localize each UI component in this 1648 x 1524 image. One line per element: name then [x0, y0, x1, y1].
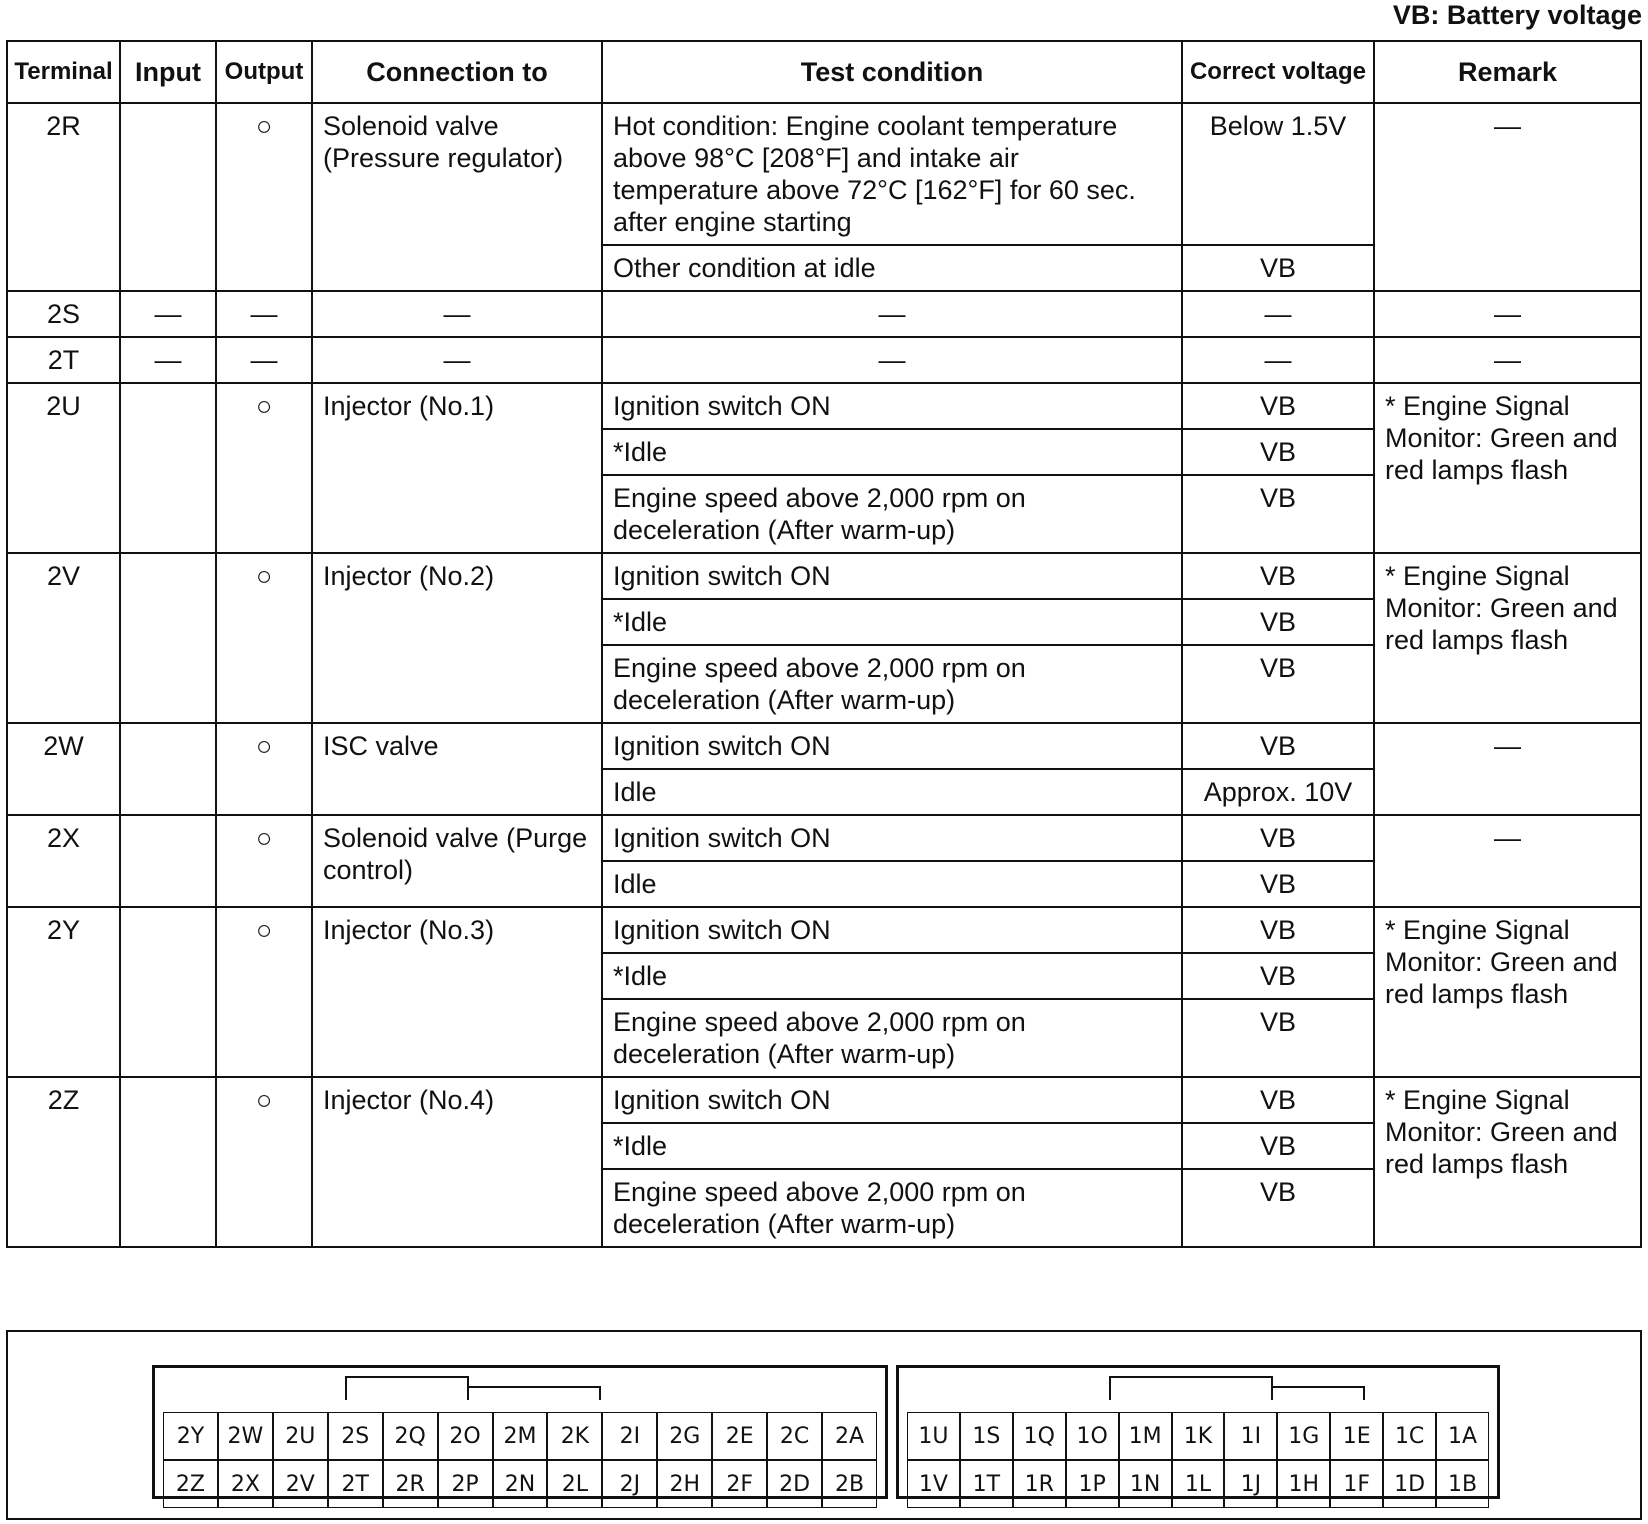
voltage-cell: VB: [1182, 1077, 1374, 1123]
connector-pin: 2Q: [383, 1412, 438, 1460]
terminal-cell: 2W: [7, 723, 120, 815]
connector-pin: 2A: [822, 1412, 877, 1460]
voltage-cell: VB: [1182, 383, 1374, 429]
input-cell: [120, 1077, 216, 1247]
input-cell: [120, 907, 216, 1077]
terminal-spec-table: [6, 40, 1642, 1248]
test-condition-cell: Other condition at idle: [602, 245, 1182, 291]
test-condition-cell: Ignition switch ON: [602, 1077, 1182, 1123]
remark-cell: —: [1374, 337, 1641, 383]
connector-pin: 2D: [767, 1460, 822, 1508]
voltage-cell: VB: [1182, 553, 1374, 599]
output-mark: ○: [216, 723, 312, 815]
input-cell: [120, 103, 216, 291]
connector-pin: 1K: [1172, 1412, 1225, 1460]
table-row: [7, 337, 1641, 383]
table-row: [7, 907, 1641, 953]
table-row: [7, 383, 1641, 429]
terminal-cell: 2R: [7, 103, 120, 291]
connector-pin: 1Q: [1013, 1412, 1066, 1460]
connector-pin: 1G: [1277, 1412, 1330, 1460]
output-mark: ○: [216, 553, 312, 723]
table-row: [7, 553, 1641, 599]
remark-cell: —: [1374, 291, 1641, 337]
remark-cell: * Engine Signal Monitor: Green and red lamps flash: [1374, 553, 1641, 723]
remark-cell: —: [1374, 103, 1641, 291]
test-condition-cell: Ignition switch ON: [602, 553, 1182, 599]
connector-diagram: [6, 1330, 1642, 1520]
connector-pin: 2X: [218, 1460, 273, 1508]
connector-pin: 2G: [657, 1412, 712, 1460]
output-mark: ○: [216, 907, 312, 1077]
connector-key-notch: [1271, 1386, 1365, 1400]
connector-pin: 1M: [1119, 1412, 1172, 1460]
test-condition-cell: Engine speed above 2,000 rpm on deceleration (After warm-up): [602, 645, 1182, 723]
connector-pin: 1B: [1436, 1460, 1489, 1508]
header-output: Output: [216, 41, 312, 103]
test-condition-cell: *Idle: [602, 953, 1182, 999]
connector-pin: 2C: [767, 1412, 822, 1460]
connector-pin: 2K: [547, 1412, 602, 1460]
connection-cell: Injector (No.2): [312, 553, 602, 723]
output-cell: —: [216, 337, 312, 383]
connector-pin: 1C: [1383, 1412, 1436, 1460]
connector-pin: 2L: [547, 1460, 602, 1508]
connection-cell: Injector (No.3): [312, 907, 602, 1077]
test-condition-cell: Engine speed above 2,000 rpm on deceleration (After warm-up): [602, 475, 1182, 553]
input-cell: [120, 383, 216, 553]
remark-cell: —: [1374, 815, 1641, 907]
connector-pin: 1I: [1224, 1412, 1277, 1460]
voltage-cell: VB: [1182, 815, 1374, 861]
table-row: [7, 291, 1641, 337]
test-condition-cell: *Idle: [602, 429, 1182, 475]
connector-pin: 1S: [960, 1412, 1013, 1460]
test-condition-cell: *Idle: [602, 599, 1182, 645]
output-cell: —: [216, 291, 312, 337]
connector-pin: 2P: [438, 1460, 493, 1508]
input-cell: [120, 815, 216, 907]
voltage-cell: VB: [1182, 1123, 1374, 1169]
connector-pin: 1P: [1066, 1460, 1119, 1508]
test-condition-cell: Ignition switch ON: [602, 907, 1182, 953]
header-remark: Remark: [1374, 41, 1641, 103]
voltage-cell: VB: [1182, 999, 1374, 1077]
input-cell: —: [120, 337, 216, 383]
output-mark: ○: [216, 815, 312, 907]
connection-cell: Injector (No.1): [312, 383, 602, 553]
connector-pin: 2T: [328, 1460, 383, 1508]
connector-block-1: [896, 1365, 1500, 1499]
terminal-cell: 2T: [7, 337, 120, 383]
voltage-cell: VB: [1182, 429, 1374, 475]
voltage-cell: VB: [1182, 907, 1374, 953]
pin-grid-1: [907, 1412, 1489, 1508]
connector-pin: 2E: [712, 1412, 767, 1460]
test-condition-cell: Engine speed above 2,000 rpm on deceleration (After warm-up): [602, 999, 1182, 1077]
header-test-condition: Test condition: [602, 41, 1182, 103]
header-terminal: Terminal: [7, 41, 120, 103]
table-row: [7, 1077, 1641, 1123]
connector-block-2: [152, 1365, 888, 1499]
connection-cell: Solenoid valve (Purge control): [312, 815, 602, 907]
voltage-cell: VB: [1182, 1169, 1374, 1247]
connector-pin: 2J: [602, 1460, 657, 1508]
terminal-cell: 2V: [7, 553, 120, 723]
voltage-cell: VB: [1182, 645, 1374, 723]
table-row: [7, 103, 1641, 245]
header-input: Input: [120, 41, 216, 103]
input-cell: —: [120, 291, 216, 337]
voltage-cell: VB: [1182, 245, 1374, 291]
connector-pin: 1U: [907, 1412, 960, 1460]
connector-pin: 2B: [822, 1460, 877, 1508]
terminal-cell: 2Y: [7, 907, 120, 1077]
terminal-cell: 2Z: [7, 1077, 120, 1247]
remark-cell: * Engine Signal Monitor: Green and red lamps flash: [1374, 1077, 1641, 1247]
table-row: [7, 815, 1641, 861]
test-condition-cell: Ignition switch ON: [602, 815, 1182, 861]
connector-pin: 2V: [273, 1460, 328, 1508]
connector-pin: 1N: [1119, 1460, 1172, 1508]
test-condition-cell: Hot condition: Engine coolant temperature above 98°C [208°F] and intake air temperature above 72°C [162°F] for 60 sec. after engine starting: [602, 103, 1182, 245]
connector-key-tab: [1109, 1376, 1273, 1400]
connector-pin: 1F: [1330, 1460, 1383, 1508]
connector-pin: 2U: [273, 1412, 328, 1460]
test-condition-cell: Engine speed above 2,000 rpm on deceleration (After warm-up): [602, 1169, 1182, 1247]
connector-pin: 2Y: [163, 1412, 218, 1460]
connector-pin: 2Z: [163, 1460, 218, 1508]
voltage-cell: VB: [1182, 861, 1374, 907]
connection-cell: Solenoid valve (Pressure regulator): [312, 103, 602, 291]
connector-pin: 1L: [1172, 1460, 1225, 1508]
header-correct-voltage: Correct voltage: [1182, 41, 1374, 103]
input-cell: [120, 553, 216, 723]
connection-cell: ISC valve: [312, 723, 602, 815]
connection-cell: —: [312, 291, 602, 337]
test-condition-cell: Idle: [602, 769, 1182, 815]
connector-pin: 1E: [1330, 1412, 1383, 1460]
connector-pin: 2R: [383, 1460, 438, 1508]
test-condition-cell: Idle: [602, 861, 1182, 907]
connector-pin: 2S: [328, 1412, 383, 1460]
connector-pin: 2W: [218, 1412, 273, 1460]
voltage-cell: VB: [1182, 723, 1374, 769]
connector-pin: 2I: [602, 1412, 657, 1460]
connector-pin: 1H: [1277, 1460, 1330, 1508]
input-cell: [120, 723, 216, 815]
output-mark: ○: [216, 383, 312, 553]
connector-pin: 2N: [493, 1460, 548, 1508]
table-row: [7, 723, 1641, 769]
voltage-cell: Below 1.5V: [1182, 103, 1374, 245]
test-condition-cell: Ignition switch ON: [602, 383, 1182, 429]
connector-pin: 2H: [657, 1460, 712, 1508]
terminal-cell: 2U: [7, 383, 120, 553]
connector-pin: 1A: [1436, 1412, 1489, 1460]
connector-pin: 1R: [1013, 1460, 1066, 1508]
voltage-cell: —: [1182, 291, 1374, 337]
test-condition-cell: —: [602, 291, 1182, 337]
connector-key-tab: [345, 1376, 469, 1400]
connector-pin: 2O: [438, 1412, 493, 1460]
voltage-cell: VB: [1182, 599, 1374, 645]
remark-cell: * Engine Signal Monitor: Green and red lamps flash: [1374, 383, 1641, 553]
test-condition-cell: *Idle: [602, 1123, 1182, 1169]
output-mark: ○: [216, 1077, 312, 1247]
connection-cell: Injector (No.4): [312, 1077, 602, 1247]
test-condition-cell: Ignition switch ON: [602, 723, 1182, 769]
connector-key-notch: [467, 1386, 601, 1400]
connector-pin: 1O: [1066, 1412, 1119, 1460]
pin-grid-2: [163, 1412, 877, 1508]
voltage-cell: VB: [1182, 475, 1374, 553]
header-connection: Connection to: [312, 41, 602, 103]
voltage-cell: VB: [1182, 953, 1374, 999]
voltage-cell: Approx. 10V: [1182, 769, 1374, 815]
output-mark: ○: [216, 103, 312, 291]
voltage-cell: —: [1182, 337, 1374, 383]
remark-cell: —: [1374, 723, 1641, 815]
remark-cell: * Engine Signal Monitor: Green and red lamps flash: [1374, 907, 1641, 1077]
connection-cell: —: [312, 337, 602, 383]
connector-pin: 1T: [960, 1460, 1013, 1508]
connector-pin: 1J: [1224, 1460, 1277, 1508]
connector-pin: 2M: [493, 1412, 548, 1460]
terminal-cell: 2X: [7, 815, 120, 907]
battery-voltage-legend: VB: Battery voltage: [1392, 0, 1642, 30]
terminal-cell: 2S: [7, 291, 120, 337]
connector-pin: 1D: [1383, 1460, 1436, 1508]
connector-pin: 2F: [712, 1460, 767, 1508]
test-condition-cell: —: [602, 337, 1182, 383]
connector-pin: 1V: [907, 1460, 960, 1508]
header-row: [7, 41, 1641, 103]
